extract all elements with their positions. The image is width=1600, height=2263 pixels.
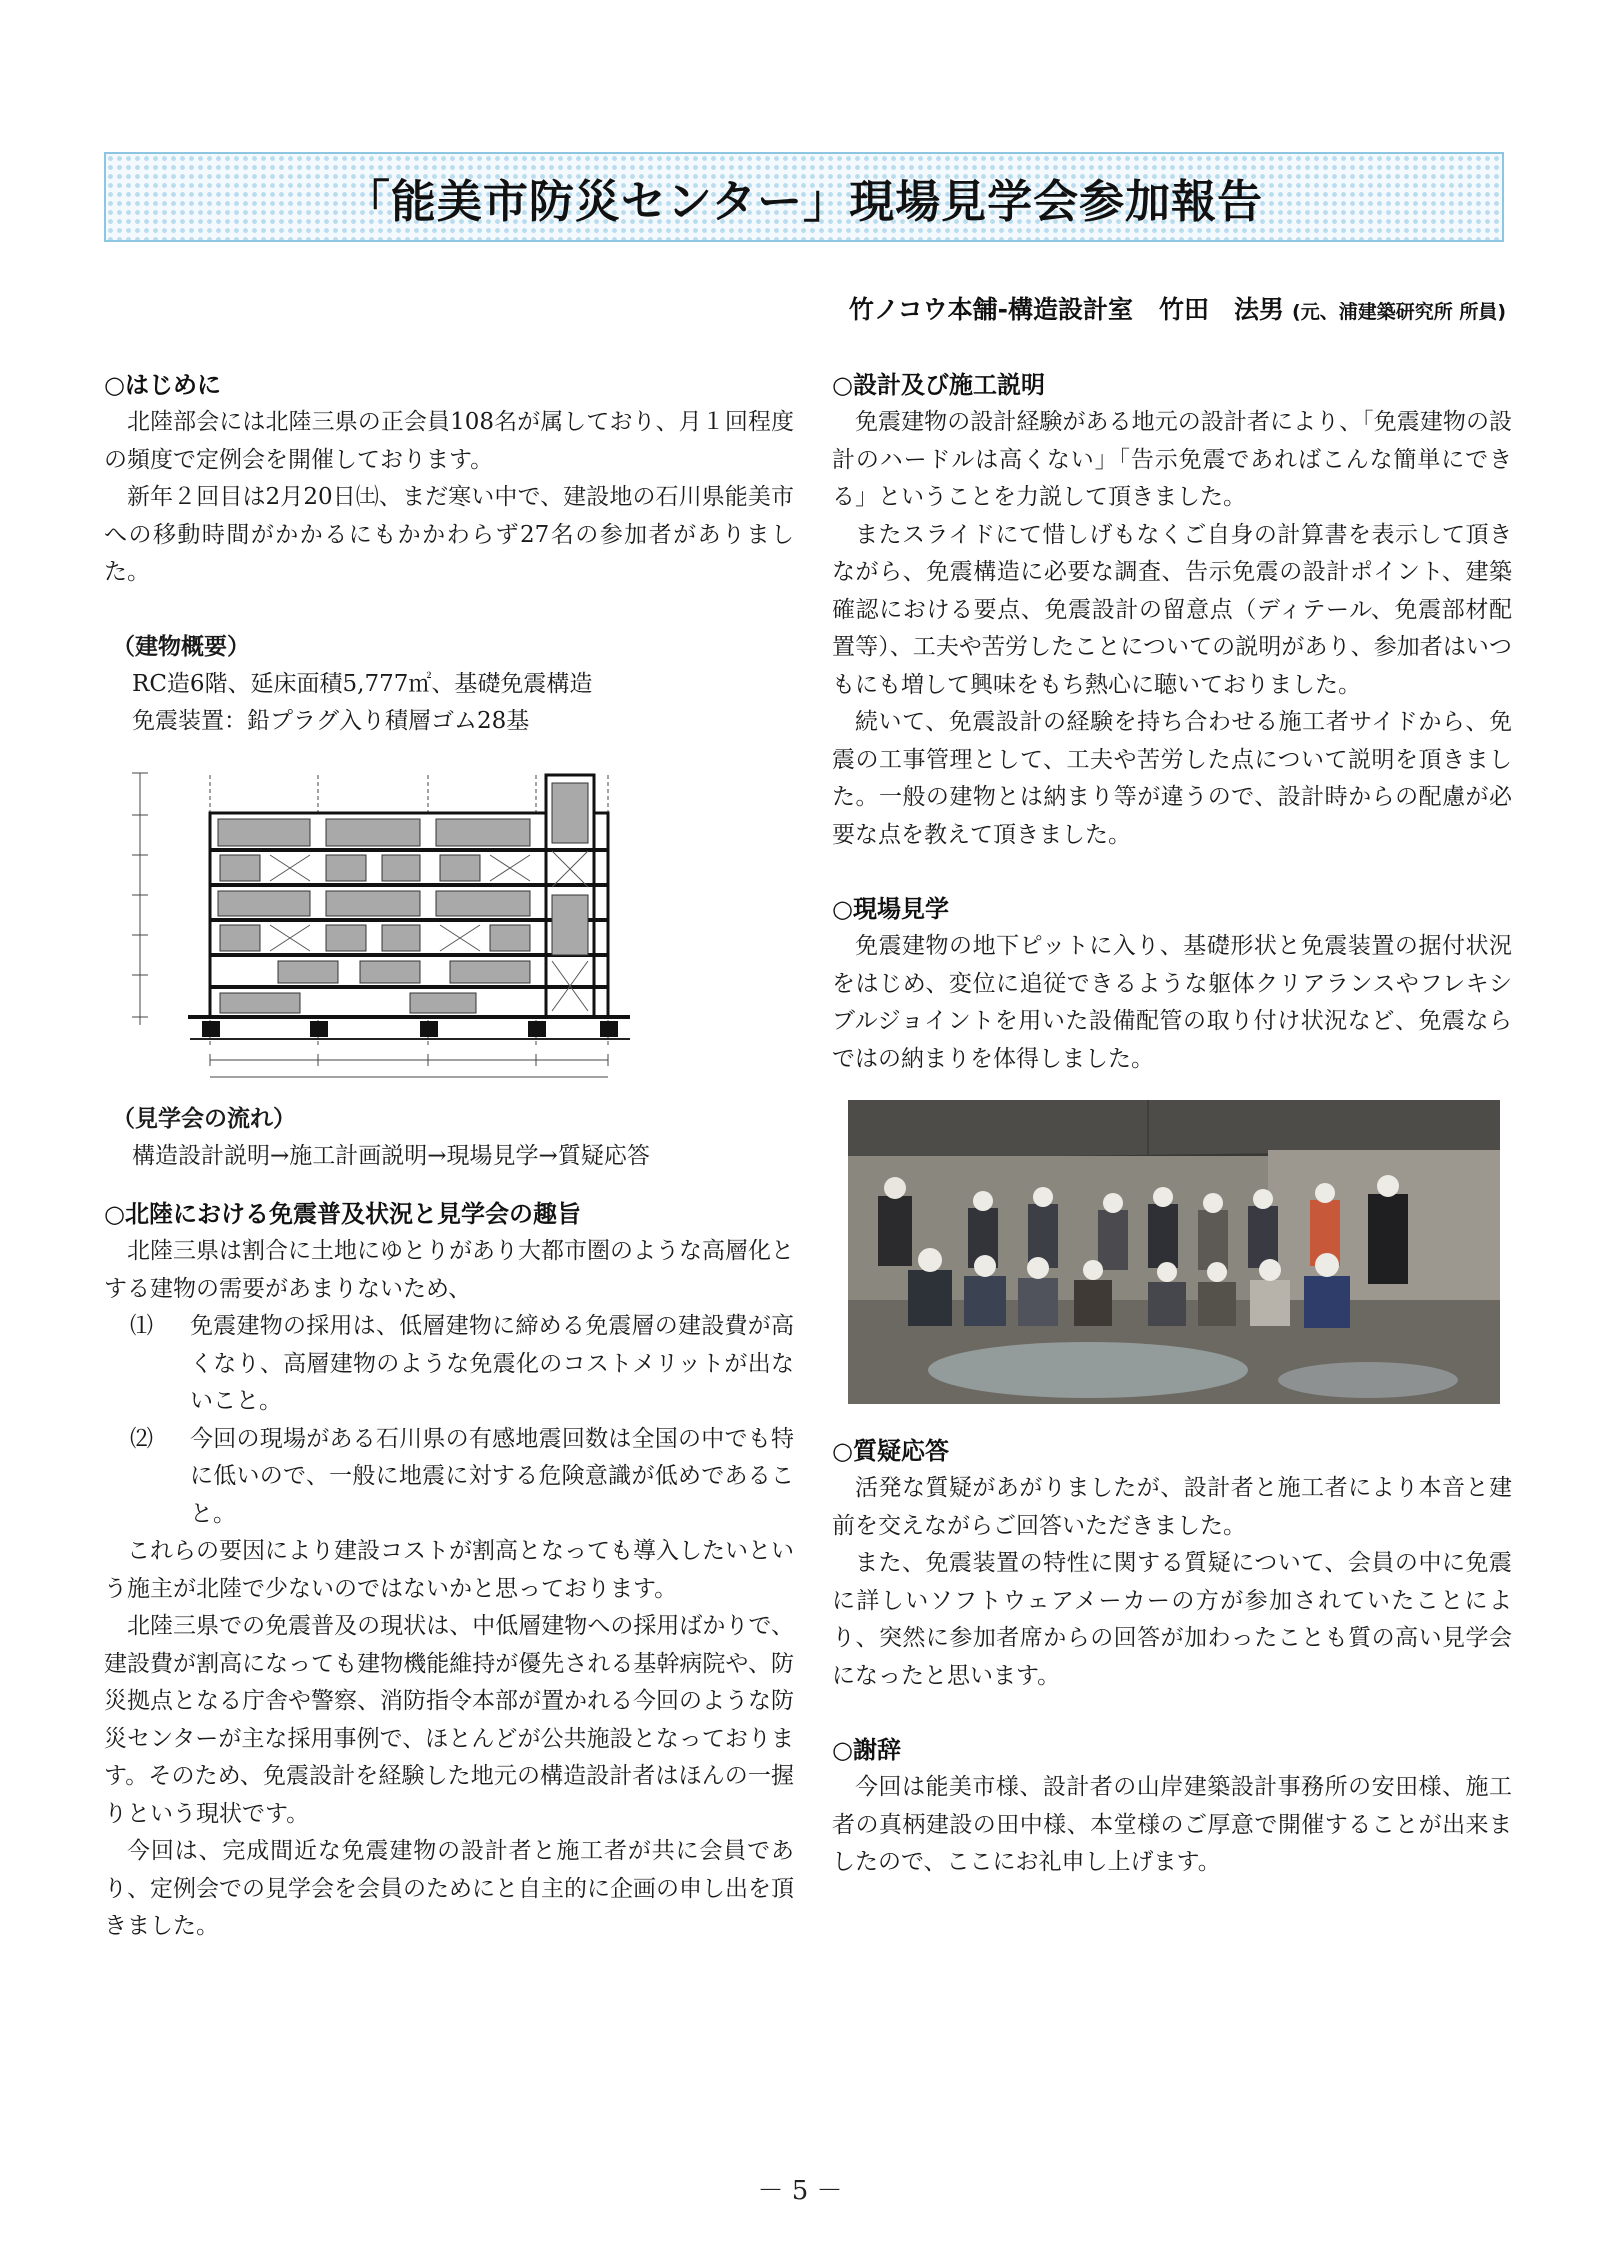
group-photo [848, 1100, 1500, 1404]
qa-paragraph-2: また、免震装置の特性に関する質疑について、会員の中に免震に詳しいソフトウェアメーカーの方が参加されていたことにより、突然に参加者席からの回答が加わったことも質の高い見学会になったと思います。 [832, 1550, 1512, 1689]
intro-paragraph-2: 新年２回目は2月20日㈯、まだ寒い中で、建設地の石川県能美市への移動時間がかかるにもかかわらず27名の参加者がありました。 [104, 484, 794, 585]
flow-heading: （見学会の流れ） [112, 1105, 296, 1132]
list-item [104, 1308, 794, 1421]
author-name: 竹田 法男 [1159, 295, 1285, 324]
author-line [849, 290, 1506, 326]
title-banner [104, 152, 1504, 242]
author-affiliation: 竹ノコウ本舗-構造設計室 [848, 295, 1133, 324]
group-photo-illustration [848, 1100, 1500, 1404]
hokuriku-paragraph-4: 今回は、完成間近な免震建物の設計者と施工者が共に会員であり、定例会での見学会を会員のためにと自主的に企画の申し出を頂きました。 [104, 1838, 794, 1939]
list-item-number: ⑴ [130, 1313, 153, 1339]
design-heading: ○設計及び施工説明 [832, 371, 1045, 399]
site-heading: ○現場見学 [832, 895, 949, 923]
left-column [104, 366, 794, 1946]
overview-heading: （建物概要） [112, 633, 250, 660]
page-number: － 5 － [757, 2176, 843, 2206]
intro-paragraph-1: 北陸部会には北陸三県の正会員108名が属しており、月１回程度の頻度で定例会を開催しております。 [104, 409, 794, 473]
list-item-number: ⑵ [130, 1425, 153, 1452]
overview-line-2: 免震装置：鉛プラグ入り積層ゴム28基 [132, 708, 530, 734]
flow-line: 構造設計説明→施工計画説明→現場見学→質疑応答 [132, 1142, 650, 1169]
right-column [832, 366, 1512, 1882]
author-note: (元、浦建築研究所 所員) [1292, 301, 1506, 323]
intro-heading: ○はじめに [104, 371, 221, 399]
qa-paragraph-1: 活発な質疑があがりましたが、設計者と施工者により本音と建前を交えながらご回答いただきました。 [832, 1475, 1512, 1539]
hokuriku-paragraph-2: これらの要因により建設コストが割高となっても導入したいという施主が北陸で少ないのではないかと思っております。 [104, 1538, 794, 1602]
hokuriku-heading: ○北陸における免震普及状況と見学会の趣旨 [104, 1200, 581, 1228]
design-paragraph-2: またスライドにて惜しげもなくご自身の計算書を表示して頂きながら、免震構造に必要な調査、告示免震の設計ポイント、建築確認における要点、免震設計の留意点（ディテール、免震部材配置等）、工夫や苦労したことについての説明があり、参加者はいつもにも増して興味をもち熱心に聴いておりました。 [832, 521, 1512, 698]
building-section-drawing [110, 755, 710, 1090]
list-item-text: 今回の現場がある石川県の有感地震回数は全国の中でも特に低いので、一般に地震に対する危険意識が低めであること。 [190, 1425, 794, 1527]
thanks-heading: ○謝辞 [832, 1736, 901, 1764]
qa-heading: ○質疑応答 [832, 1437, 949, 1465]
design-paragraph-1: 免震建物の設計経験がある地元の設計者により、「免震建物の設計のハードルは高くない」「告示免震であればこんな簡単にできる」ということを力説して頂きました。 [832, 409, 1512, 510]
list-item [104, 1421, 794, 1534]
site-paragraph-1: 免震建物の地下ピットに入り、基礎形状と免震装置の据付状況をはじめ、変位に追従できるような躯体クリアランスやフレキシブルジョイントを用いた設備配管の取り付け状況など、免震ならではの納まりを体得しました。 [832, 933, 1512, 1072]
page-title: 「能美市防災センター」現場見学会参加報告 [344, 174, 1264, 228]
hokuriku-paragraph-1: 北陸三県は割合に土地にゆとりがあり大都市圏のような高層化とする建物の需要があまりないため、 [104, 1238, 794, 1302]
thanks-paragraph-1: 今回は能美市様、設計者の山岸建築設計事務所の安田様、施工者の真柄建設の田中様、本堂様のご厚意で開催することが出来ましたので、ここにお礼申し上げます。 [832, 1774, 1512, 1875]
overview-line-1: RC造6階、延床面積5,777㎡、基礎免震構造 [132, 670, 593, 697]
design-paragraph-3: 続いて、免震設計の経験を持ち合わせる施工者サイドから、免震の工事管理として、工夫や苦労した点について説明を頂きました。一般の建物とは納まり等が違うので、設計時からの配慮が必要な点を教えて頂きました。 [832, 709, 1512, 848]
hokuriku-paragraph-3: 北陸三県での免震普及の現状は、中低層建物への採用ばかりで、建設費が割高になっても建物機能維持が優先される基幹病院や、防災拠点となる庁舎や警察、消防指令本部が置かれる今回のような防災センターが主な採用事例で、ほとんどが公共施設となっております。そのため、免震設計を経験した地元の構造設計者はほんの一握りという現状です。 [104, 1613, 794, 1827]
reason-list [104, 1308, 794, 1533]
list-item-text: 免震建物の採用は、低層建物に締める免震層の建設費が高くなり、高層建物のような免震化のコストメリットが出ないこと。 [190, 1313, 794, 1414]
